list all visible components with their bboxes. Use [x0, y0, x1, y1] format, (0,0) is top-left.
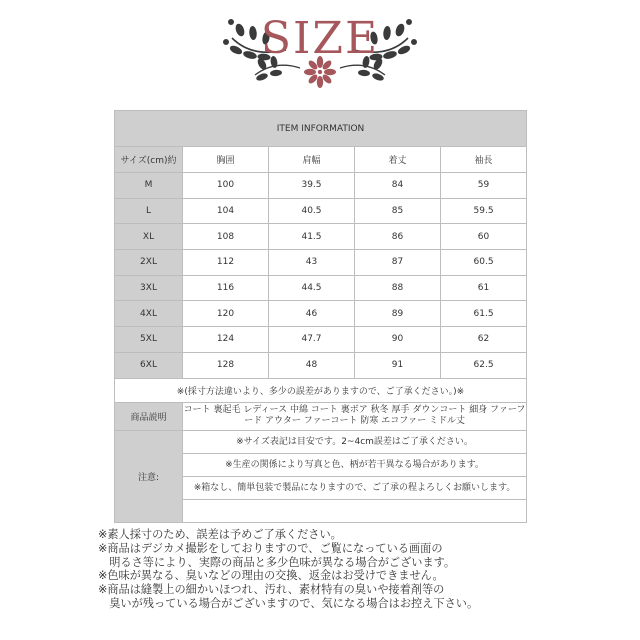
table-title: ITEM INFORMATION [115, 111, 527, 147]
length-cell: 91 [355, 352, 441, 378]
size-cell: M [115, 173, 183, 199]
table-row [115, 173, 527, 199]
footer-note: 臭いが残っている場合がございますので、気になる場合はお控え下さい。 [98, 596, 479, 610]
caution-label: 注意: [115, 430, 183, 522]
header-length: 着丈 [355, 147, 441, 173]
table-row [115, 352, 527, 378]
size-cell: XL [115, 224, 183, 250]
table-row [115, 224, 527, 250]
size-cell: 2XL [115, 250, 183, 276]
sleeve-cell: 62.5 [441, 352, 527, 378]
caution-item [183, 499, 527, 522]
footer-note: ※色味が異なる、臭いなどの理由の交換、返金はお受けできません。 [98, 569, 444, 583]
header-size: サイズ(cm)約 [115, 147, 183, 173]
description-row [115, 402, 527, 430]
sleeve-cell: 62 [441, 327, 527, 353]
table-row [115, 198, 527, 224]
sleeve-cell: 59 [441, 173, 527, 199]
table-row [115, 301, 527, 327]
sleeve-cell: 59.5 [441, 198, 527, 224]
caution-item: ※生産の関係により写真と色、柄が若干異なる場合があります。 [183, 453, 527, 476]
table-title-row [115, 111, 527, 147]
chest-cell: 104 [183, 198, 269, 224]
sleeve-cell: 60.5 [441, 250, 527, 276]
header-sleeve: 袖長 [441, 147, 527, 173]
chest-cell: 116 [183, 275, 269, 301]
header-chest: 胸囲 [183, 147, 269, 173]
chest-cell: 124 [183, 327, 269, 353]
chest-cell: 120 [183, 301, 269, 327]
footer-notes [98, 528, 538, 611]
measure-note: ※(採寸方法違いより、多少の誤差がありますので、ご了承ください。)※ [115, 378, 527, 402]
footer-note: ※素人採寸のため、誤差は予めご了承ください。 [98, 528, 342, 541]
table-row [115, 250, 527, 276]
size-cell: 4XL [115, 301, 183, 327]
shoulder-cell: 48 [269, 352, 355, 378]
table-row [115, 327, 527, 353]
footer-note: 明るさ等により、実際の商品と多少色味が異なる場合がございます。 [98, 555, 456, 569]
length-cell: 90 [355, 327, 441, 353]
chest-cell: 100 [183, 173, 269, 199]
header-shoulder: 肩幅 [269, 147, 355, 173]
sleeve-cell: 61 [441, 275, 527, 301]
length-cell: 87 [355, 250, 441, 276]
size-cell: 5XL [115, 327, 183, 353]
size-table [114, 110, 527, 523]
shoulder-cell: 39.5 [269, 173, 355, 199]
length-cell: 88 [355, 275, 441, 301]
size-cell: 6XL [115, 352, 183, 378]
shoulder-cell: 46 [269, 301, 355, 327]
caution-row [115, 430, 527, 453]
shoulder-cell: 41.5 [269, 224, 355, 250]
shoulder-cell: 44.5 [269, 275, 355, 301]
table-row [115, 275, 527, 301]
table-header-row [115, 147, 527, 173]
chest-cell: 112 [183, 250, 269, 276]
size-cell: L [115, 198, 183, 224]
length-cell: 84 [355, 173, 441, 199]
description-text: コート 裏起毛 レディース 中綿 コート 裏ボア 秋冬 厚手 ダウンコート 細身 ファーフード アウター ファーコート 防寒 エコファー ミドル丈 [183, 402, 527, 430]
measure-note-row [115, 378, 527, 402]
sleeve-cell: 60 [441, 224, 527, 250]
caution-item: ※サイズ表記は目安です。2~4cm誤差はご了承ください。 [183, 430, 527, 453]
shoulder-cell: 40.5 [269, 198, 355, 224]
shoulder-cell: 47.7 [269, 327, 355, 353]
sleeve-cell: 61.5 [441, 301, 527, 327]
caution-item: ※箱なし、簡単包装で製品になりますので、ご了承の程よろしくお願いします。 [183, 476, 527, 499]
chest-cell: 108 [183, 224, 269, 250]
footer-note: ※商品は縫製上の細かいほつれ、汚れ、素材特有の臭いや接着剤等の [98, 583, 445, 597]
chest-cell: 128 [183, 352, 269, 378]
description-label: 商品説明 [115, 402, 183, 430]
length-cell: 86 [355, 224, 441, 250]
length-cell: 85 [355, 198, 441, 224]
size-header [0, 0, 640, 100]
shoulder-cell: 43 [269, 250, 355, 276]
size-sheet [114, 110, 526, 523]
size-title: SIZE [260, 13, 380, 64]
size-cell: 3XL [115, 275, 183, 301]
length-cell: 89 [355, 301, 441, 327]
footer-note: ※商品はデジカメ撮影をしておりますので、ご覧になっている画面の [98, 541, 443, 555]
